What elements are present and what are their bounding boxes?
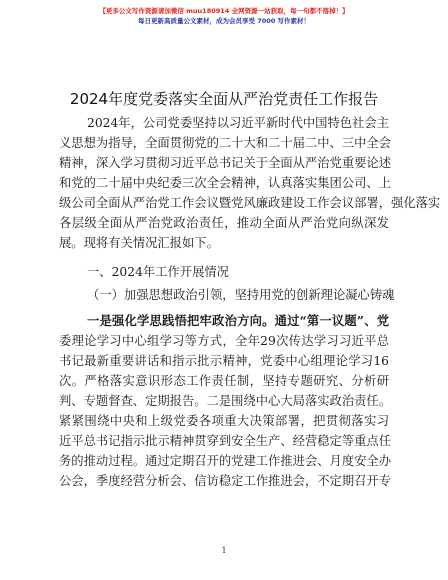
promo-banner-red: 【更多公文写作资源请加微信 muu180914 全网资源一站获取，每一句都不落掉！】	[99, 7, 349, 15]
body-line: 务的推动过程。通过定期召开的党建工作推进会、月度安全办	[59, 454, 392, 468]
body-line: 紧紧围绕中央和上级党委各项重大决策部署，把贯彻落实习	[59, 414, 389, 428]
body-line: 级公司全面从严治党工作会议暨党风廉政建设工作会议部署，强化落实	[59, 196, 441, 210]
subsection-heading: （一）加强思想政治引领，坚持用党的创新理论凝心铸魂	[87, 288, 395, 302]
body-line: 展。现将有关情况汇报如下。	[59, 236, 219, 250]
document-title: 2024年度党委落实全面从严治党责任工作报告	[69, 90, 379, 108]
promo-banner-blue: 每日更新高质量公文素材，成为会员享受 7000 写作素材！	[137, 17, 311, 25]
body-line: 精神，深入学习贯彻习近平总书记关于全面从严治党重要论述	[59, 156, 392, 170]
body-line: 一是强化学思践悟把牢政治方向。通过“第一议题”、党	[87, 313, 389, 328]
section-heading: 一、2024年工作开展情况	[87, 265, 229, 279]
body-line: 各层级全面从严治党政治责任，推动全面从严治党向纵深发	[59, 216, 389, 230]
body-line: 近平总书记指示批示精神贯穿到安全生产、经营稳定等重点任	[59, 434, 392, 448]
body-line: 公会，季度经营分析会、信访稳定工作推进会，不定期召开专	[59, 474, 392, 488]
body-line: 义思想为指导，全面贯彻党的二十大和二十届二中、三中全会	[59, 136, 392, 150]
body-line: 次。严格落实意识形态工作责任制，坚持专题研究、分析研	[59, 374, 389, 388]
page-number: 1	[221, 546, 227, 555]
body-line: 委理论学习中心组学习等方式，全年29次传达学习习近平总	[59, 334, 389, 348]
body-line: 书记最新重要讲话和指示批示精神，党委中心组理论学习16	[59, 354, 389, 368]
body-line: 判、专题督查、定期报告。二是围绕中心大局落实政治责任。	[59, 394, 392, 408]
body-line: 和党的二十届中央纪委三次全会精神，认真落实集团公司、上	[59, 176, 392, 190]
body-line: 2024年，公司党委坚持以习近平新时代中国特色社会主	[87, 116, 389, 130]
